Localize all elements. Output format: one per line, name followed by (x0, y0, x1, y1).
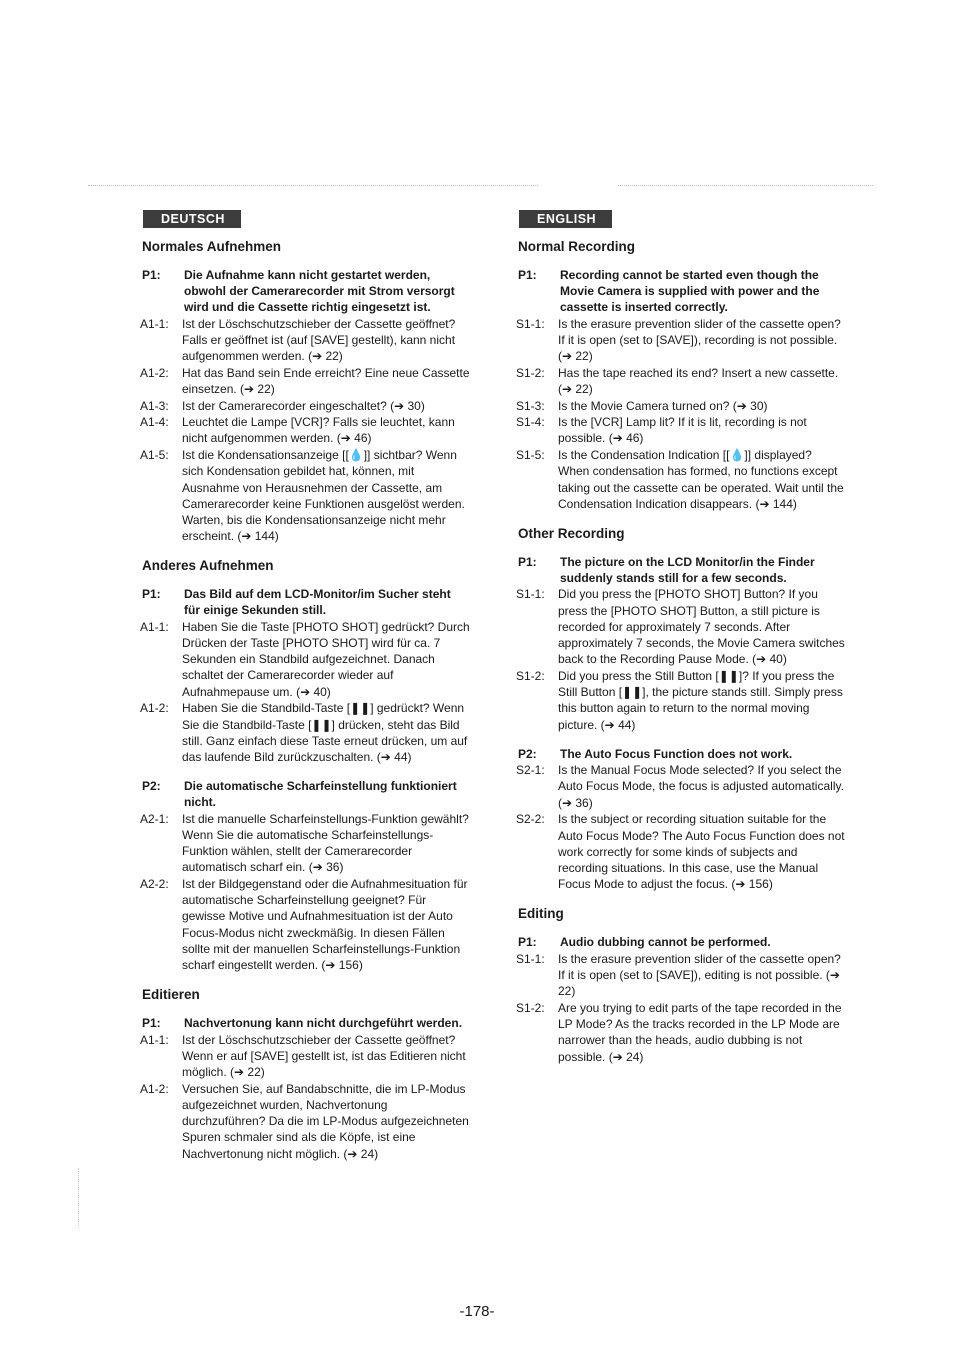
top-rule-right (618, 185, 873, 186)
answer-text: Is the erasure prevention slider of the cassette open? If it is open (set to [SAVE]), recording is not possible. (➔ 22) (558, 316, 841, 363)
answer-label: S2-1: (516, 763, 545, 778)
answer-text: Is the [VCR] Lamp lit? If it is lit, recording is not possible. (➔ 46) (558, 415, 807, 446)
answer-label: A1-2: (140, 1081, 169, 1096)
language-badge: DEUTSCH (143, 210, 241, 228)
answer-item (140, 619, 470, 700)
problem-text: Die automatische Scharfeinstellung funktioniert nicht. (184, 779, 457, 810)
answer-label: S1-5: (516, 448, 545, 463)
answer-text: Ist der Camerarecorder eingeschaltet? (➔ 30) (182, 398, 425, 413)
answer-text: Is the erasure prevention slider of the cassette open? If it is open (set to [SAVE]), editing is not possible. (➔ 22) (558, 951, 841, 999)
answer-text: Hat das Band sein Ende erreicht? Eine neue Cassette einsetzen. (➔ 22) (182, 365, 470, 396)
problem-label: P1: (142, 268, 161, 282)
column-deutsch (140, 210, 470, 1162)
answer-label: A1-1: (140, 1032, 169, 1047)
answer-label: S1-4: (516, 415, 545, 430)
answer-text: Are you trying to edit parts of the tape recorded in the LP Mode? As the tracks recorded in the LP Mode are narrower than the heads, audio dubbing is not possible. (➔ 24) (558, 1001, 842, 1064)
answer-item (516, 586, 846, 667)
section-title: Anderes Aufnehmen (142, 558, 274, 574)
answer-text: Is the subject or recording situation suitable for the Auto Focus Mode? The Auto Focus Function does not work correctly for some kinds of subjects and recording situations. In this case, use the Manual Focus Mode to adjust the focus. (➔ 156) (558, 812, 845, 892)
section-title: Normal Recording (518, 239, 636, 254)
answer-text: Ist der Löschschutzschieber der Cassette geöffnet? Falls er geöffnet ist (auf [SAVE] gestellt), kann nicht aufgenommen werden. (➔ 22) (182, 316, 456, 363)
answer-text: Leuchtet die Lampe [VCR]? Falls sie leuchtet, kann nicht aufgenommen werden. (➔ 46) (182, 415, 455, 446)
answer-label: A1-2: (140, 701, 169, 716)
answer-item (140, 811, 470, 876)
answer-label: S1-3: (516, 398, 545, 413)
answer-text: Did you press the [PHOTO SHOT] Button? If you press the [PHOTO SHOT] Button, a still picture is recorded for approximately 7 seconds. After approximately 7 seconds, the Movie Camera switches back to the Recording Pause Mode. (➔ 40) (558, 587, 845, 667)
answer-label: S2-2: (516, 812, 545, 827)
answer-item (140, 398, 470, 414)
answer-item (516, 951, 846, 1000)
scan-mark (78, 1168, 79, 1228)
answer-text: Ist die manuelle Scharfeinstellungs-Funktion gewählt? Wenn Sie die automatische Scharfeinstellungs-Funktion wählen, stellt der Camerarecorder automatisch scharf ein. (➔ 36) (182, 811, 469, 875)
answer-label: A1-1: (140, 619, 169, 634)
answer-label: S1-2: (516, 1001, 545, 1015)
problem-label: P2: (518, 746, 537, 761)
problem-text: Die Aufnahme kann nicht gestartet werden, obwohl der Camerarecorder mit Strom versorgt wird und die Cassette richtig eingesetzt ist. (184, 268, 455, 314)
answer-item (140, 1032, 470, 1081)
page-number: -178- (459, 1303, 495, 1320)
section-title: Normales Aufnehmen (142, 239, 282, 254)
answer-item (140, 447, 470, 544)
section-title: Editing (518, 906, 564, 922)
problem-label: P1: (142, 1016, 161, 1031)
problem-text: Das Bild auf dem LCD-Monitor/im Sucher steht für einige Sekunden still. (184, 587, 451, 618)
problem-label: P1: (518, 268, 537, 282)
answer-label: S1-2: (516, 365, 545, 380)
answer-text: Ist der Bildgegenstand oder die Aufnahmesituation für automatische Scharfeinstellung geeignet? Für gewisse Motive und Aufnahmesituation ist der Auto Focus-Modus nicht zweckmäßig. In diesen Fällen sollte mit der manuellen Scharfeinstellungs-Funktion scharf eingestellt werden. (➔ 156) (182, 876, 468, 972)
answer-text: Is the Manual Focus Mode selected? If you select the Auto Focus Mode, the focus is adjusted automatically. (➔ 36) (558, 763, 844, 810)
answer-item (516, 811, 846, 892)
section-title: Editieren (142, 987, 200, 1003)
answer-label: A1-1: (140, 316, 169, 331)
answer-label: S1-1: (516, 316, 545, 331)
problem-label: P2: (142, 779, 161, 794)
answer-text: Did you press the Still Button [❚❚]? If you press the Still Button [❚❚], the picture stands still. Simply press this button again to return to the normal moving picture. (➔ 44) (558, 668, 843, 732)
problem-item (140, 586, 470, 618)
problem-item (140, 1015, 470, 1031)
answer-item (140, 700, 470, 765)
problem-text: Audio dubbing cannot be performed. (560, 935, 771, 950)
top-rule-left (88, 185, 538, 186)
problem-item (516, 934, 846, 950)
answer-label: A1-5: (140, 448, 169, 463)
answer-text: Ist die Kondensationsanzeige [[💧]] sichtbar? Wenn sich Kondensation gebildet hat, können, mit Ausnahme von Herausnehmen der Cassette, am Camerarecorder keine Funktionen ausgelöst werden. Warten, bis die Kondensationsanzeige nicht mehr erscheint. (➔ 144) (182, 448, 465, 544)
answer-label: A1-3: (140, 398, 169, 413)
problem-text: The picture on the LCD Monitor/in the Finder suddenly stands still for a few seconds. (560, 554, 815, 585)
answer-label: A1-4: (140, 415, 169, 430)
problem-item (516, 746, 846, 762)
answer-text: Is the Movie Camera turned on? (➔ 30) (558, 398, 768, 413)
answer-item (516, 414, 846, 446)
answer-item (140, 876, 470, 973)
column-english (516, 210, 846, 1065)
answer-text: Is the Condensation Indication [[💧]] displayed? When condensation has formed, no functions except taking out the cassette can be operated. Wait until the Condensation Indication disappears. (➔ 144) (558, 448, 844, 511)
problem-text: Recording cannot be started even though the Movie Camera is supplied with power and the cassette is inserted correctly. (560, 268, 820, 314)
answer-label: A2-2: (140, 876, 169, 891)
answer-item (140, 1081, 470, 1162)
answer-text: Haben Sie die Taste [PHOTO SHOT] gedrückt? Durch Drücken der Taste [PHOTO SHOT] wird für ca. 7 Sekunden ein Standbild aufgezeichnet. Danach schaltet der Camerarecorder wieder auf Aufnahmepause um. (➔ 40) (182, 619, 470, 699)
answer-label: S1-2: (516, 668, 545, 683)
answer-item (516, 762, 846, 811)
problem-text: The Auto Focus Function does not work. (560, 746, 793, 761)
answer-item (140, 414, 470, 446)
answer-text: Haben Sie die Standbild-Taste [❚❚] gedrückt? Wenn Sie die Standbild-Taste [❚❚] drücken, steht das Bild still. Ganz einfach diese Taste erneut drücken, um auf das laufende Bild zurückzuschalten. (➔ 44) (182, 701, 468, 764)
answer-item (516, 668, 846, 733)
answer-text: Has the tape reached its end? Insert a new cassette. (➔ 22) (558, 365, 839, 396)
problem-label: P1: (518, 935, 537, 950)
problem-item (516, 267, 846, 315)
answer-item (516, 398, 846, 414)
answer-item (516, 365, 846, 397)
answer-item (516, 447, 846, 512)
problem-label: P1: (142, 587, 161, 602)
answer-item (516, 316, 846, 365)
problem-item (140, 778, 470, 810)
answer-label: S1-1: (516, 951, 545, 966)
problem-label: P1: (518, 554, 537, 569)
answer-label: A1-2: (140, 365, 169, 380)
answer-item (140, 365, 470, 397)
answer-text: Ist der Löschschutzschieber der Cassette geöffnet? Wenn er auf [SAVE] gestellt ist, ist das Editieren nicht möglich. (➔ 22) (182, 1032, 466, 1080)
answer-item (516, 1000, 846, 1065)
problem-item (516, 554, 846, 586)
problem-text: Nachvertonung kann nicht durchgeführt werden. (184, 1016, 463, 1031)
answer-label: A2-1: (140, 811, 169, 826)
problem-item (140, 267, 470, 315)
section-title: Other Recording (518, 525, 625, 541)
answer-label: S1-1: (516, 587, 545, 602)
answer-text: Versuchen Sie, auf Bandabschnitte, die im LP-Modus aufgezeichnet wurden, Nachvertonung durchzuführen? Da die im LP-Modus aufgezeichneten Spuren schmaler sind als die Köpfe, ist eine Nachvertonung nicht möglich. (➔ 24) (182, 1081, 469, 1161)
answer-item (140, 316, 470, 365)
language-badge: ENGLISH (519, 210, 612, 228)
